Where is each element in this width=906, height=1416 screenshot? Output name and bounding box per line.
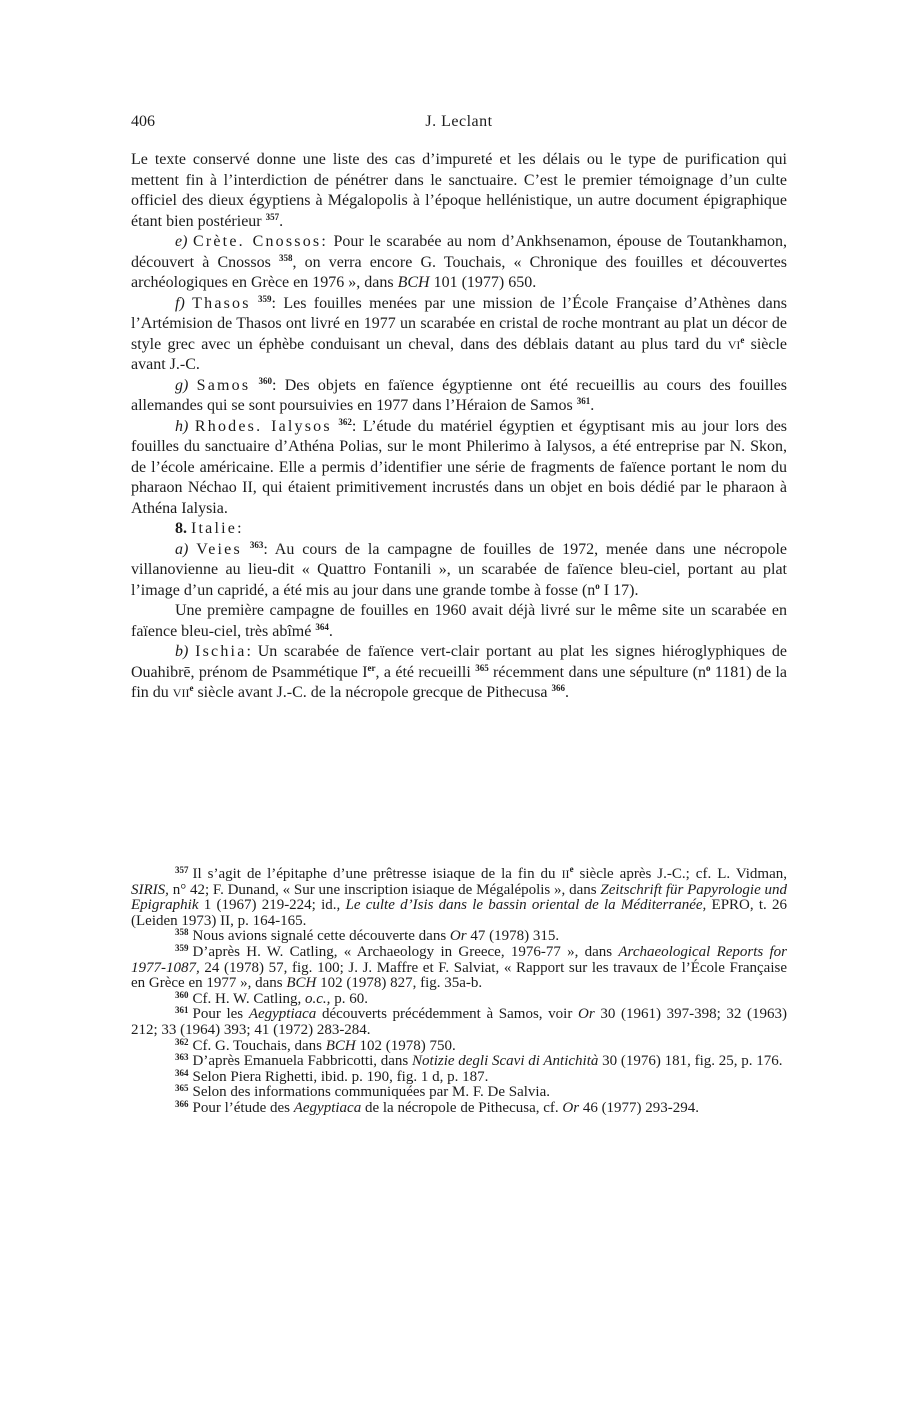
paragraph-veies-2: Une première campagne de fouilles en 1960 avait déjà livré sur le même site un scarabée en faïence bleu-ciel, très abîmé $^{364}$. — [131, 602, 787, 640]
footnote-360: $^{360}$ Cf. H. W. Catling, o.c., p. 60. — [175, 989, 368, 1007]
footnote-361: $^{361}$ Pour les Aegyptiaca découverts précédemment à Samos, voir Or 30 (1961) 397-398; 32 (1963) 212; 33 (1964) 393; 41 (1972) 283-284. — [131, 1005, 788, 1038]
page-number: 406 — [131, 113, 155, 130]
section-heading: Samos — [196, 376, 251, 394]
section-heading: Veies — [196, 540, 242, 558]
footnote-358: $^{358}$ Nous avions signalé cette découverte dans Or 47 (1978) 315. — [175, 927, 560, 945]
footnote-ref: 366 — [551, 683, 566, 693]
paragraph-crete: e) Crète. Cnossos: Pour le scarabée au nom d’Ankhsenamon, épouse de Toutankhamon, découvert à Cnossos $^{358}$, on verra encore G. Touchais, « Chronique des fouilles et découvertes archéologiques en Grèce en 1976 », dans BCH 101 (1977) 650. — [131, 233, 788, 291]
footnote-362: $^{362}$ Cf. G. Touchais, dans BCH 102 (1978) 750. — [175, 1036, 456, 1054]
footnotes — [131, 864, 788, 1117]
running-head: J. Leclant — [425, 113, 493, 130]
footnote-ref: 357 — [265, 211, 280, 222]
footnote-365: $^{365}$ Selon des informations communiquées par M. F. De Salvia. — [175, 1083, 550, 1101]
footnote-ref: 361 — [576, 396, 591, 406]
heading-italie: 8. Italie: — [175, 520, 244, 537]
section-heading: Thasos — [192, 294, 251, 312]
section-heading: Crète. Cnossos: — [192, 233, 328, 250]
footnote-357: $^{357}$ Il s’agit de l’épitaphe d’une prêtresse isiaque de la fin du IIe siècle après J.-C.; cf. L. Vidman, SIRIS, n° 42; F. Dunand, « Sur une inscription isiaque de Mégalépolis », dans Zeitschrift für Papyrologie und Epigraphik 1 (1967) 219-224; id., Le culte d’Isis dans le bassin oriental de la Méditerranée, EPRO, t. 26 (Leiden 1973) II, p. 164-165. — [131, 864, 788, 929]
footnote-364: $^{364}$ Selon Piera Righetti, ibid. p. 190, fig. 1 d, p. 187. — [175, 1067, 489, 1085]
footnote-363: $^{363}$ D’après Emanuela Fabbricotti, dans Notizie degli Scavi di Antichità 30 (1976) 181, fig. 25, p. 176. — [175, 1052, 783, 1070]
paragraph-veies: a) Veies $^{363}$: Au cours de la campagne de fouilles de 1972, menée dans une nécropole villanovienne au lieu-dit « Quattro Fontanili », un scarabée de faïence bleu-ciel, portant au plat l’image d’un capridé, a été mis au jour dans une grande tombe à fosse ($n^o$ I 17). — [131, 539, 787, 599]
footnote-ref: 359 — [258, 293, 272, 304]
footnote-ref: 365 — [475, 662, 489, 673]
paragraph-ischia: b) Ischia: Un scarabée de faïence vert-clair portant au plat les signes hiéroglyphiques de Ouahibrē, prénom de Psammétique Ier, a été recueilli $^{365}$ récemment dans une sépulture ($n^o$ 1181) de la fin du VIIe siècle avant J.-C. de la nécropole grecque de Pithecusa $^{366}$. — [131, 643, 788, 701]
paragraph-intro: Le texte conservé donne une liste des cas d’impureté et les délais ou le type de purification qui mettent fin à l’interdiction de pénétrer dans le sanctuaire. C’est le premier témoignage d’un culte officiel des dieux égyptiens à Mégalopolis à l’époque hellénistique, un autre document épigraphique étant bien postérieur $^{357}$. — [131, 151, 787, 230]
section-heading: Italie: — [191, 520, 244, 537]
footnote-ref: 363 — [249, 539, 264, 550]
main-text — [131, 150, 787, 704]
section-heading: Ischia — [195, 643, 247, 660]
footnote-ref: 358 — [278, 252, 293, 263]
paragraph-rhodes: h) Rhodes. Ialysos $^{362}$: L’étude du matériel égyptien et égyptisant mis au jour lors des fouilles du sanctuaire d’Athéna Polias, sur le mont Philerimo à Ialysos, a été entreprise par N. Skon, de l’école américaine. Elle a permis d’identifier une série de fragments de faïence portant le nom du pharaon Néchao II, qui étaient primitivement incrustés dans un objet en bois dédié par le pharaon à Athéna Ialysia. — [131, 416, 788, 517]
footnote-ref: 364 — [315, 621, 329, 632]
paragraph-samos: g) Samos $^{360}$: Des objets en faïence égyptienne ont été recueillis au cours des fouilles allemandes qui se sont poursuivies en 1977 dans l’Héraion de Samos $^{361}$. — [131, 375, 788, 414]
footnote-366: $^{366}$ Pour l’étude des Aegyptiaca de la nécropole de Pithecusa, cf. Or 46 (1977) 293-294. — [175, 1098, 700, 1116]
footnote-359: $^{359}$ D’après H. W. Catling, « Archaeology in Greece, 1976-77 », dans Archaeological Reports for 1977-1087, 24 (1978) 57, fig. 100; J. J. Maffre et F. Salviat, « Rapport sur les travaux de l’École Française en Grèce en 1977 », dans BCH 102 (1978) 827, fig. 35a-b. — [131, 942, 788, 992]
paragraph-thasos: f) Thasos $^{359}$: Les fouilles menées par une mission de l’École Française d’Athènes dans l’Artémision de Thasos ont livré en 1977 un scarabée en cristal de roche montrant au plat un décor de style grec avec un éphèbe conduisant un cheval, dans des déblais datant au plus tard du VIe siècle avant J.-C. — [131, 293, 788, 373]
footnote-ref: 362 — [338, 416, 352, 427]
section-heading: Rhodes. Ialysos — [194, 417, 332, 435]
page-header — [131, 113, 787, 137]
footnote-ref: 360 — [258, 375, 273, 386]
